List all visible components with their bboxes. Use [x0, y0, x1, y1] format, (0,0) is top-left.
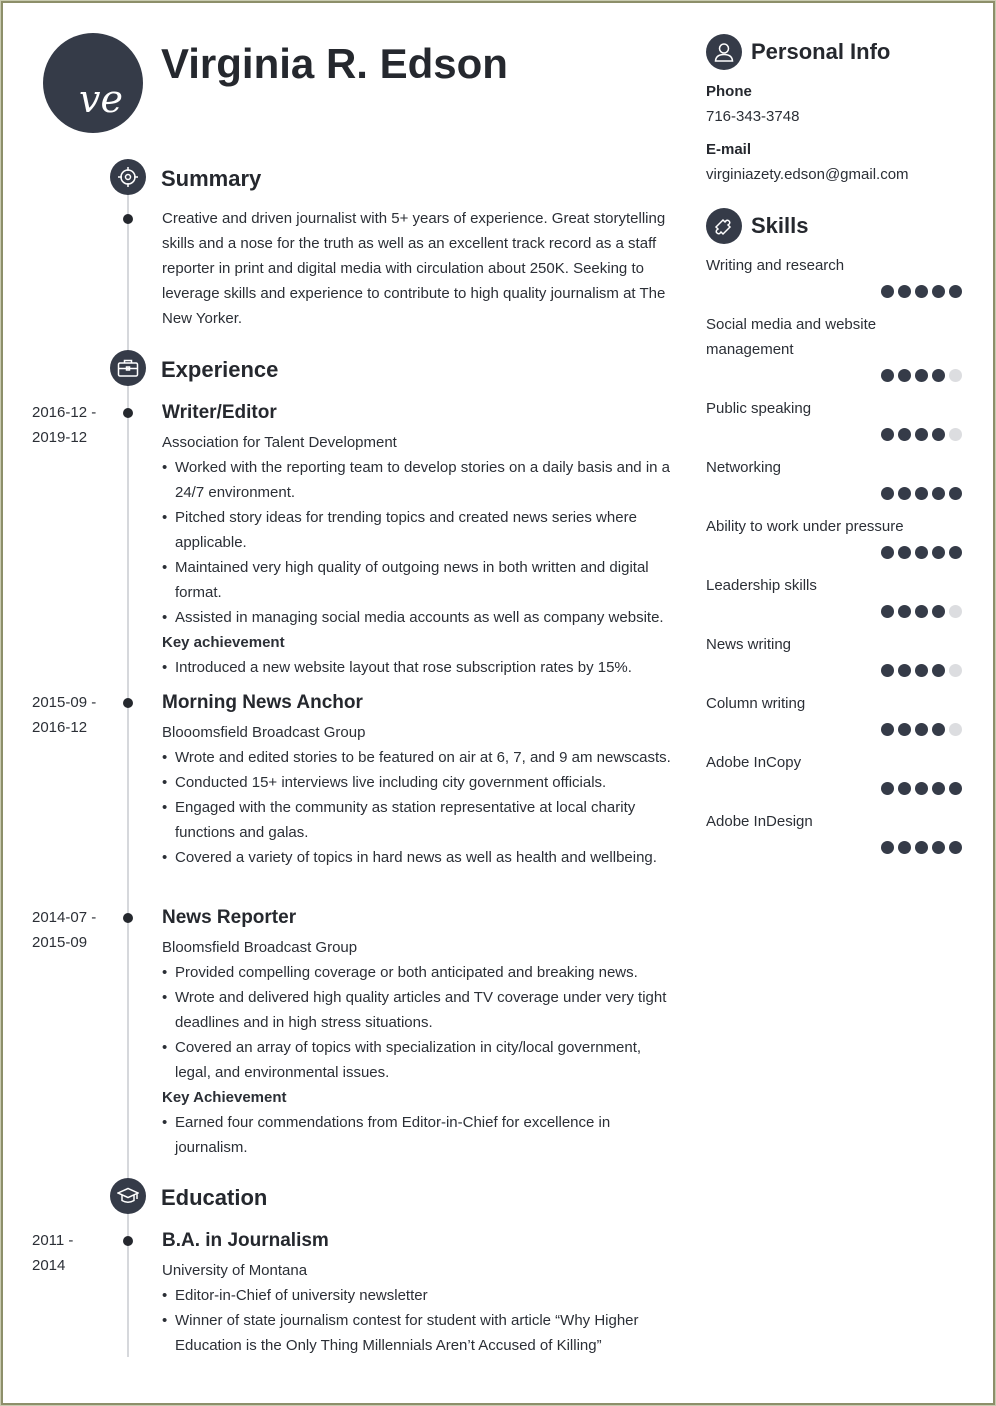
- key-achievement-label: Key achievement: [162, 634, 285, 651]
- rating-dot-filled: [915, 605, 928, 618]
- briefcase-icon: [110, 350, 146, 386]
- skill-name: News writing: [706, 636, 792, 653]
- rating-dot-filled: [898, 285, 911, 298]
- education-entry: [162, 1230, 672, 1358]
- degree-title: B.A. in Journalism: [162, 1230, 329, 1251]
- key-achievements: [162, 1110, 672, 1160]
- rating-dot-filled: [915, 841, 928, 854]
- skill-rating: [881, 369, 962, 382]
- rating-dot-filled: [949, 285, 962, 298]
- rating-dot-filled: [881, 605, 894, 618]
- timeline-dot: [123, 913, 133, 923]
- school-name: University of Montana: [162, 1262, 308, 1279]
- rating-dot-filled: [932, 664, 945, 677]
- skill-rating: [881, 428, 962, 441]
- experience-heading: Experience: [161, 357, 279, 382]
- rating-dot-filled: [915, 285, 928, 298]
- rating-dot-filled: [949, 841, 962, 854]
- rating-dot-filled: [881, 428, 894, 441]
- rating-dot-empty: [949, 605, 962, 618]
- education-date: 2011 - 2014: [32, 1232, 74, 1274]
- rating-dot-filled: [898, 487, 911, 500]
- rating-dot-filled: [881, 487, 894, 500]
- phone-value: 716-343-3748: [706, 108, 800, 125]
- rating-dot-filled: [932, 841, 945, 854]
- candidate-name: Virginia R. Edson: [161, 40, 508, 87]
- summary-heading: Summary: [161, 166, 262, 191]
- skill-rating: [881, 782, 962, 795]
- rating-dot-filled: [881, 782, 894, 795]
- skill-name: Writing and research: [706, 257, 845, 274]
- rating-dot-filled: [915, 369, 928, 382]
- timeline-dot: [123, 698, 133, 708]
- skill-name: Public speaking: [706, 400, 812, 417]
- personal-info-heading: Personal Info: [751, 39, 891, 64]
- summary-text: Creative and driven journalist with 5+ years of experience. Great storytelling skills and a nose for the truth as well as an excellent track record as a staff reporter in print and digital media with circulation about 250K. Seeking to leverage skills and experience to contribute to high quality journalism at The New Yorker.: [162, 210, 666, 327]
- skill-rating: [881, 605, 962, 618]
- job-title: Writer/Editor: [162, 402, 277, 423]
- list-item: • Maintained very high quality of outgoing news in both written and digital format.: [162, 555, 672, 605]
- list-item: • Covered an array of topics with specialization in city/local government, legal, and environmental issues.: [162, 1035, 672, 1085]
- monogram-avatar: ve: [43, 33, 143, 133]
- skill-name: Ability to work under pressure: [706, 518, 904, 535]
- rating-dot-filled: [932, 605, 945, 618]
- rating-dot-filled: [898, 664, 911, 677]
- rating-dot-filled: [898, 782, 911, 795]
- skill-rating: [881, 546, 962, 559]
- rating-dot-empty: [949, 664, 962, 677]
- list-item: • Engaged with the community as station representative at local charity functions and galas.: [162, 795, 672, 845]
- target-icon: [110, 159, 146, 195]
- skill-rating: [881, 723, 962, 736]
- rating-dot-empty: [949, 428, 962, 441]
- rating-dot-filled: [881, 664, 894, 677]
- rating-dot-filled: [932, 285, 945, 298]
- rating-dot-filled: [881, 841, 894, 854]
- rating-dot-empty: [949, 723, 962, 736]
- list-item: • Winner of state journalism contest for student with article “Why Higher Education is the Only Thing Millennials Aren’t Accused of Killing”: [162, 1308, 672, 1358]
- job-title: News Reporter: [162, 907, 297, 928]
- job-organization: Association for Talent Development: [162, 434, 397, 451]
- rating-dot-filled: [881, 369, 894, 382]
- job-duties: [162, 960, 672, 1085]
- rating-dot-filled: [881, 285, 894, 298]
- job-entry: [162, 692, 672, 870]
- user-icon: [706, 34, 742, 70]
- rating-dot-filled: [915, 664, 928, 677]
- rating-dot-filled: [932, 546, 945, 559]
- list-item: • Covered a variety of topics in hard news as well as health and wellbeing.: [162, 845, 672, 870]
- timeline-dot: [123, 1236, 133, 1246]
- job-entry: [162, 907, 672, 1160]
- job-date: 2016-12 - 2019-12: [32, 404, 97, 446]
- list-item: • Earned four commendations from Editor-in-Chief for excellence in journalism.: [162, 1110, 672, 1160]
- job-duties: [162, 455, 672, 630]
- rating-dot-filled: [932, 369, 945, 382]
- list-item: • Introduced a new website layout that rose subscription rates by 15%.: [162, 655, 672, 680]
- rating-dot-filled: [898, 605, 911, 618]
- job-date: 2014-07 - 2015-09: [32, 909, 97, 951]
- education-details: [162, 1283, 672, 1358]
- skill-name: Adobe InCopy: [706, 754, 802, 771]
- email-label: E-mail: [706, 141, 752, 158]
- skills-heading: Skills: [751, 213, 809, 238]
- skill-rating: [881, 664, 962, 677]
- rating-dot-filled: [915, 782, 928, 795]
- job-entry: [162, 402, 672, 680]
- list-item: • Wrote and edited stories to be featured on air at 6, 7, and 9 am newscasts.: [162, 745, 672, 770]
- skill-name: Column writing: [706, 695, 806, 712]
- rating-dot-filled: [898, 841, 911, 854]
- timeline-dot: [123, 214, 133, 224]
- graduation-cap-icon: [110, 1178, 146, 1214]
- rating-dot-filled: [949, 487, 962, 500]
- skill-name: Social media and website management: [706, 316, 877, 358]
- skill-name: Leadership skills: [706, 577, 817, 594]
- rating-dot-filled: [898, 723, 911, 736]
- rating-dot-filled: [932, 487, 945, 500]
- rating-dot-filled: [932, 782, 945, 795]
- rating-dot-filled: [881, 546, 894, 559]
- skill-name: Adobe InDesign: [706, 813, 813, 830]
- list-item: • Provided compelling coverage or both anticipated and breaking news.: [162, 960, 672, 985]
- rating-dot-filled: [915, 487, 928, 500]
- job-organization: Blooomsfield Broadcast Group: [162, 724, 366, 741]
- list-item: • Conducted 15+ interviews live including city government officials.: [162, 770, 672, 795]
- list-item: • Editor-in-Chief of university newsletter: [162, 1283, 672, 1308]
- job-date: 2015-09 - 2016-12: [32, 694, 97, 736]
- timeline-dot: [123, 408, 133, 418]
- email-value: virginiazety.edson@gmail.com: [706, 166, 909, 183]
- job-duties: [162, 745, 672, 870]
- key-achievements: [162, 655, 672, 680]
- job-title: Morning News Anchor: [162, 692, 363, 713]
- rating-dot-filled: [949, 546, 962, 559]
- puzzle-icon: [706, 208, 742, 244]
- list-item: • Assisted in managing social media accounts as well as company website.: [162, 605, 672, 630]
- skill-rating: [881, 841, 962, 854]
- rating-dot-filled: [898, 546, 911, 559]
- rating-dot-filled: [915, 546, 928, 559]
- skill-rating: [881, 487, 962, 500]
- rating-dot-filled: [932, 723, 945, 736]
- list-item: • Wrote and delivered high quality articles and TV coverage under very tight deadlines and in high stress situations.: [162, 985, 672, 1035]
- skill-name: Networking: [706, 459, 782, 476]
- rating-dot-filled: [881, 723, 894, 736]
- rating-dot-filled: [915, 723, 928, 736]
- list-item: • Pitched story ideas for trending topics and created news series where applicable.: [162, 505, 672, 555]
- rating-dot-empty: [949, 369, 962, 382]
- job-organization: Bloomsfield Broadcast Group: [162, 939, 358, 956]
- skill-rating: [881, 285, 962, 298]
- education-heading: Education: [161, 1185, 268, 1210]
- key-achievement-label: Key Achievement: [162, 1089, 287, 1106]
- phone-label: Phone: [706, 83, 752, 100]
- list-item: • Worked with the reporting team to develop stories on a daily basis and in a 24/7 environment.: [162, 455, 672, 505]
- rating-dot-filled: [898, 369, 911, 382]
- rating-dot-filled: [898, 428, 911, 441]
- rating-dot-filled: [915, 428, 928, 441]
- rating-dot-filled: [932, 428, 945, 441]
- rating-dot-filled: [949, 782, 962, 795]
